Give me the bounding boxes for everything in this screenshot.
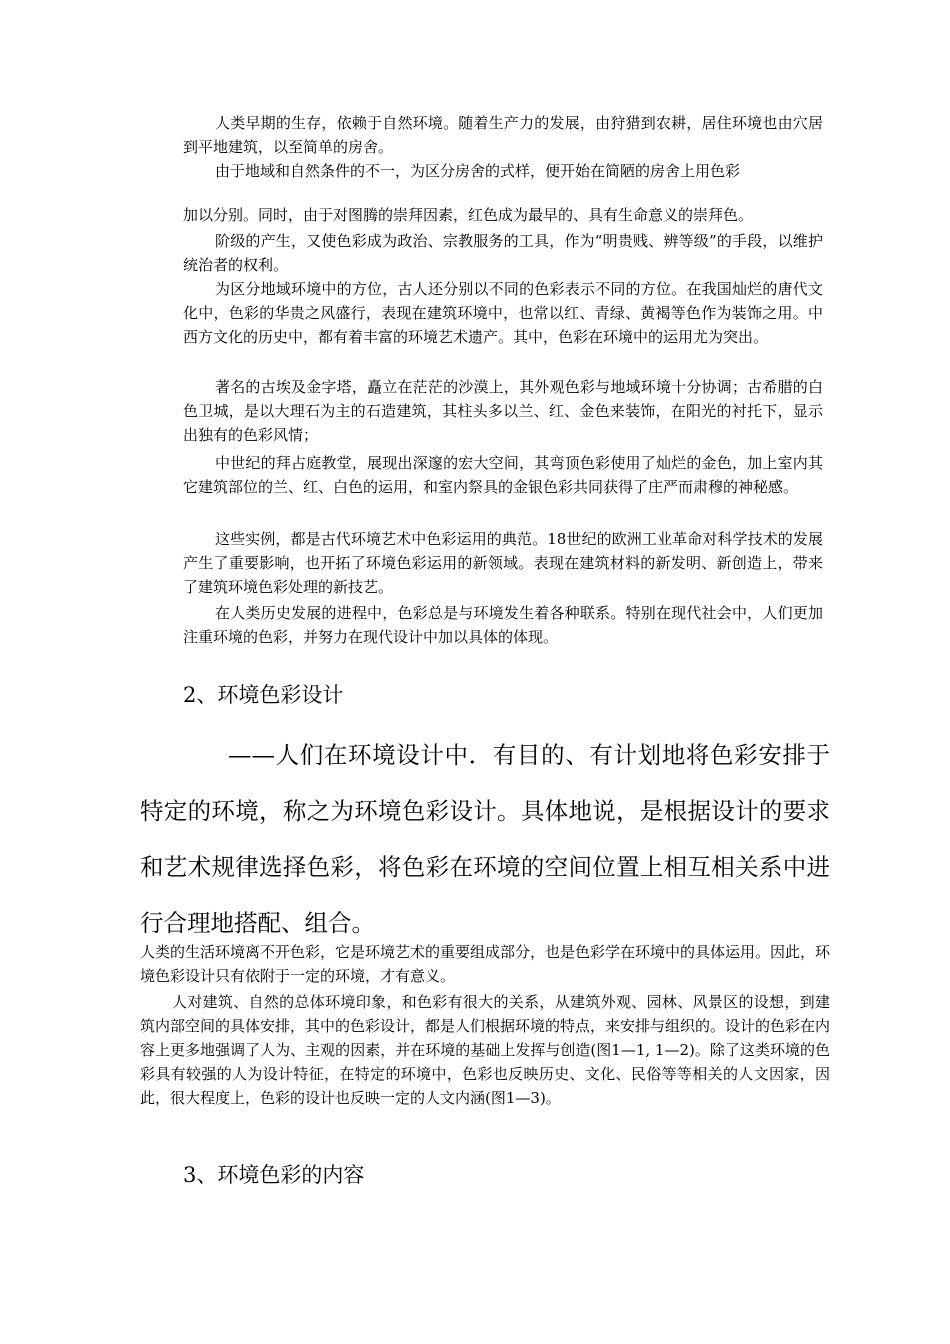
- paragraph-early-environment: 人类早期的生存，依赖于自然环境。随着生产力的发展，由狩猎到农耕，居住环境也由穴居到平地建筑，以至简单的房舍。: [183, 114, 823, 156]
- paragraph-modern-society: 在人类历史发展的进程中，色彩总是与环境发生着各种联系。特别在现代社会中，人们更加注重环境的色彩，并努力在现代设计中加以具体的体现。: [183, 604, 823, 646]
- paragraph-egypt-greece: 著名的古埃及金字塔，矗立在茫茫的沙漠上，其外观色彩与地域环境十分协调；古希腊的白色卫城，是以大理石为主的石造建筑，其柱头多以兰、红、金色来装饰，在阳光的衬托下，显示出独有的色彩风情；: [183, 378, 823, 444]
- paragraph-regional-color-end: 加以分别。同时，由于对图腾的崇拜因素，红色成为最早的、具有生命意义的崇拜色。: [183, 206, 754, 224]
- section-heading-environment-color-design: 2、环境色彩设计: [183, 683, 344, 707]
- paragraph-examples: 这些实例，都是古代环境艺术中色彩运用的典范。18世纪的欧洲工业革命对科学技术的发展产生了重要影响，也开拓了环境色彩运用的新领域。表现在建筑材料的新发明、新创造上，带来了建筑环境色彩处理的新技艺。: [183, 530, 823, 596]
- paragraph-class-color: 阶级的产生，又使色彩成为政治、宗教服务的工具，作为“明贵贱、辨等级”的手段，以维护统治者的权利。: [183, 232, 823, 274]
- paragraph-regional-color-start: 由于地域和自然条件的不一，为区分房舍的式样，便开始在简陋的房舍上用色彩: [215, 162, 741, 180]
- section-heading-environment-color-content: 3、环境色彩的内容: [183, 1163, 365, 1187]
- paragraph-directional-color: 为区分地域环境中的方位，古人还分别以不同的色彩表示不同的方位。在我国灿烂的唐代文化中，色彩的华贵之风盛行，表现在建筑环境中，也常以红、青绿、黄褐等色作为装饰之用。中西方文化的历史中，都有着丰富的环境艺术遗产。其中，色彩在环境中的运用尤为突出。: [183, 280, 823, 346]
- definition-paragraph: ——人们在环境设计中．有目的、有计划地将色彩安排于特定的环境，称之为环境色彩设计。具体地说，是根据设计的要求和艺术规律选择色彩，将色彩在环境的空间位置上相互相关系中进行合理地搭配、组合。: [140, 741, 830, 937]
- paragraph-living-environment: 人类的生活环境离不开色彩，它是环境艺术的重要组成部分，也是色彩学在环境中的具体运用。因此，环境色彩设计只有依附于一定的环境，才有意义。: [140, 943, 831, 985]
- paragraph-overall-impression: 人对建筑、自然的总体环境印象，和色彩有很大的关系，从建筑外观、园林、风景区的设想，到建筑内部空间的具体安排，其中的色彩设计，都是人们根据环境的特点，来安排与组织的。设计的色彩在内容上更多地强调了人为、主观的因素，并在环境的基础上发挥与创造(图1—1, 1—2)。除了这类环境的色彩具有较强的人为设计特征，在特定的环境中，色彩也反映历史、文化、民俗等等相关的人文因家，因此，很大程度上，色彩的设计也反映一定的人文内涵(图1—3)。: [140, 993, 831, 1107]
- paragraph-byzantine: 中世纪的拜占庭教堂，展现出深邃的宏大空间，其弯顶色彩使用了灿烂的金色，加上室内其它建筑部位的兰、红、白色的运用，和室内祭具的金银色彩共同获得了庄严而肃穆的神秘感。: [183, 454, 823, 496]
